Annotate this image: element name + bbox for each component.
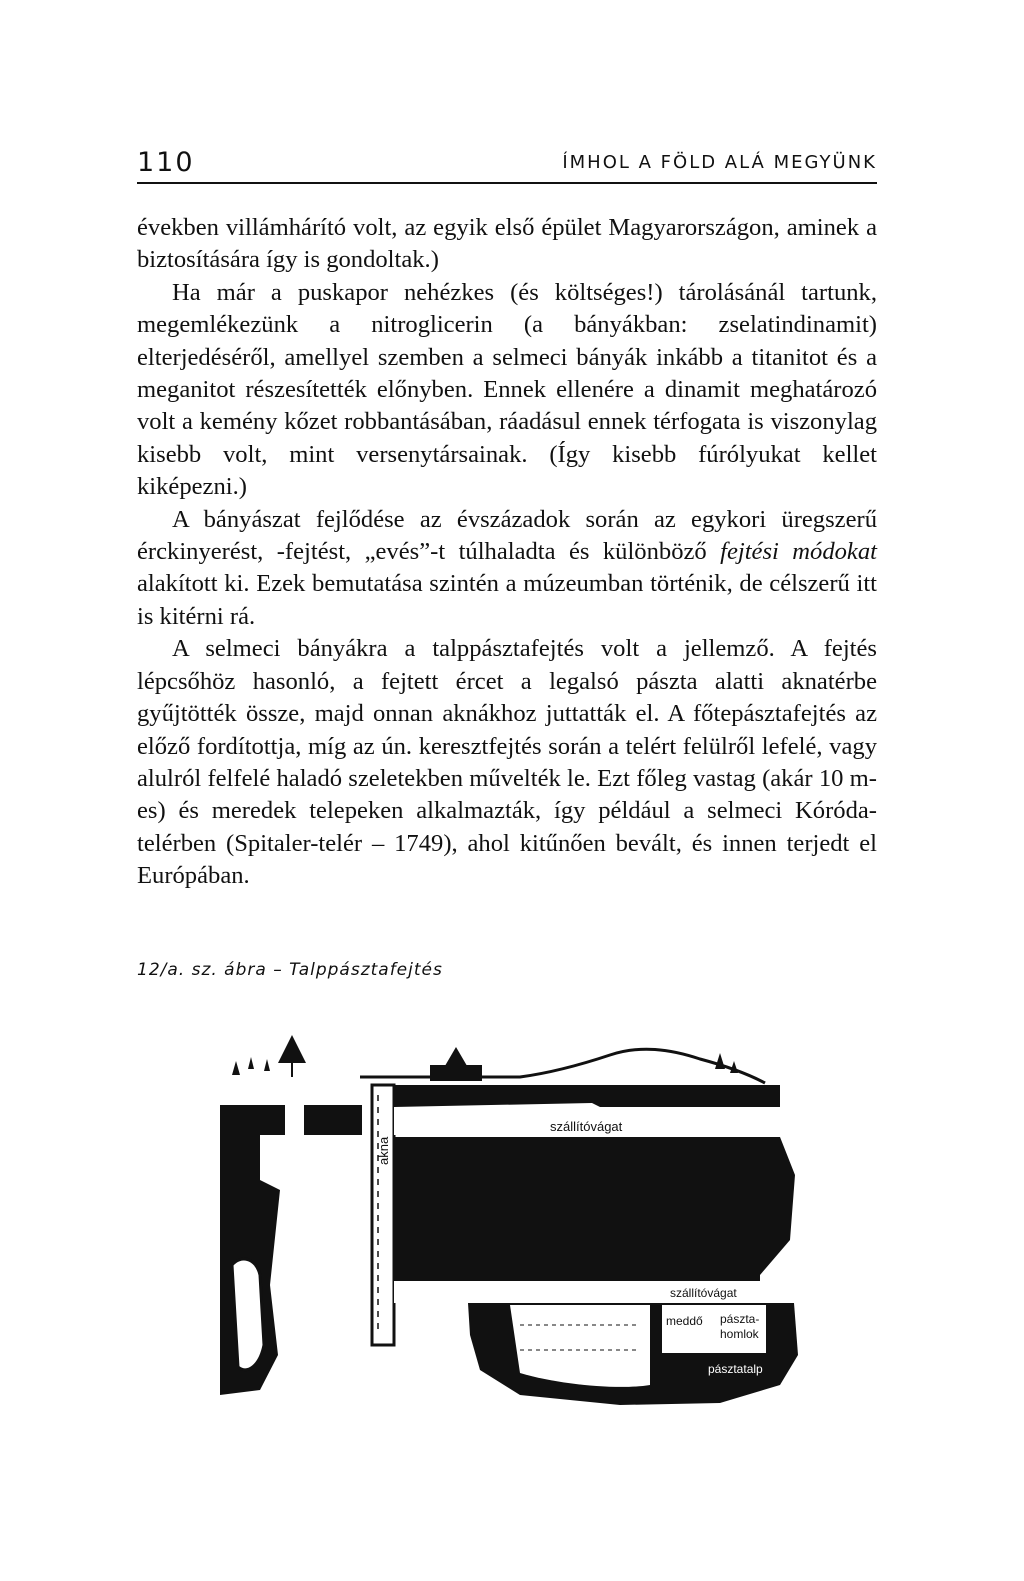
paragraph-2: Ha már a puskapor nehézkes (és költséges!) tárolásánál tartunk, megemlékezünk a nitroglicerin (a bányákban: zselatindinamit) elterjedéséről, amellyel szemben a selmeci bányák inkább a titanitot és a meganitot részesítették előnyben. Ennek ellenére a dinamit meghatározó volt a kemény kőzet robbantásában, ráadásul ennek térfogata is viszonylag kisebb volt, mint versenytársainak. (Így kisebb fúrólyukat kellet kiképezni.) [137, 278, 877, 501]
figure-caption: 12/a. sz. ábra – Talppásztafejtés [137, 960, 443, 980]
paragraph-1: években villámhárító volt, az egyik első épület Magyarországon, aminek a biztosítására így is gondoltak.) [137, 214, 877, 274]
paragraph-3-end: alakított ki. Ezek bemutatása szintén a múzeumban történik, de célszerű itt is kitérni rá. [137, 570, 877, 630]
label-akna: akna [376, 1136, 391, 1165]
page-number: 110 [137, 147, 195, 178]
left-headframe [278, 1035, 306, 1063]
shaft [372, 1085, 394, 1345]
paragraph-4: A selmeci bányákra a talppásztafejtés volt a jellemző. A fejtés lépcsőhöz hasonló, a fejtett ércet a legalsó pászta alatti aknatérbe gyűjtötték össze, majd onnan aknákhoz juttatták el. A főtepásztafejtés az előző fordítottja, míg az ún. keresztfejtés során a telért felülről lefelé, vagy alulról felfelé haladó szeletekben művelték le. Ezt főleg vastag (akár 10 m-es) és meredek telepeken alkalmazták, így például a selmeci Kóróda-telérben (Spitaler-telér – 1749), ahol kitűnően bevált, és innen terjedt el Európában. [137, 635, 877, 890]
surface-trees-right [715, 1053, 738, 1073]
mining-diagram [220, 1025, 800, 1405]
paragraph-3-emphasis: fejtési módokat [720, 538, 877, 566]
surface-building [430, 1065, 482, 1081]
label-medd: meddő [666, 1314, 703, 1328]
label-lower-gallery: szállítóvágat [670, 1286, 737, 1300]
upper-rock-band [394, 1085, 780, 1107]
header-rule [137, 182, 877, 184]
ore-body-mass [394, 1137, 795, 1281]
ground-surface [360, 1049, 765, 1083]
label-paszta-1: pászta- [720, 1312, 760, 1326]
label-pasztatalp: pásztatalp [708, 1362, 763, 1376]
paragraph-3 [137, 504, 877, 634]
paragraph-3-start: A bányászat fejlődése az évszázadok során az egykori üregszerű érckinyerést, -fejtést, „evés”-t túlhaladta és különböző [137, 505, 877, 566]
label-upper-gallery: szállítóvágat [550, 1119, 623, 1134]
stope-area [510, 1305, 650, 1387]
left-rock-bar [304, 1105, 362, 1135]
body-text [137, 212, 877, 893]
running-title: ÍMHOL A FÖLD ALÁ MEGYÜNK [562, 152, 877, 173]
left-ore-vein [232, 1259, 264, 1370]
surface-trees-left [232, 1057, 270, 1075]
label-paszta-2: homlok [720, 1327, 759, 1341]
page-header [137, 147, 877, 183]
